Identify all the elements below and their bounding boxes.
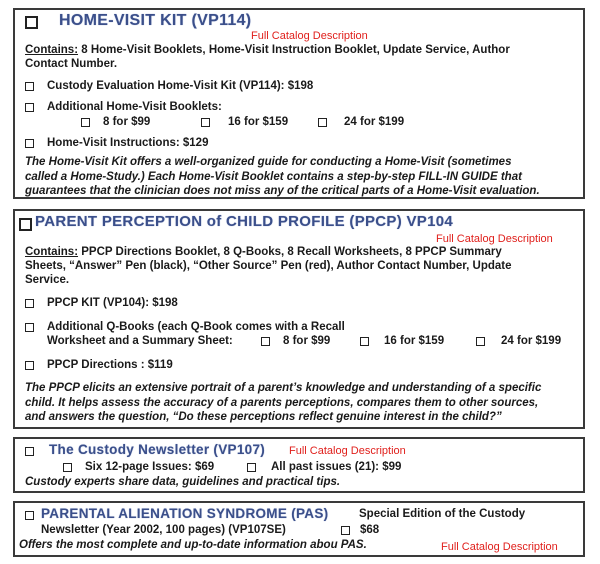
checkbox-additional-booklets[interactable] <box>25 103 34 112</box>
newsletter-edition-line: Newsletter (Year 2002, 100 pages) (VP107SE) <box>41 524 286 536</box>
section-subtitle: Special Edition of the Custody <box>359 508 526 520</box>
checkbox-ppcp-kit[interactable] <box>25 299 34 308</box>
item-additional-qbooks: Additional Q-Books (each Q-Book comes with a Recall <box>47 321 345 333</box>
checkbox-option-8[interactable] <box>81 118 90 127</box>
option-24: 24 for $199 <box>501 335 562 347</box>
home-visit-kit-section <box>13 8 585 199</box>
checkbox-home-visit-kit-item[interactable] <box>25 82 34 91</box>
checkbox-option-8[interactable] <box>261 337 270 346</box>
contains-line-3: Service. <box>25 274 70 286</box>
option-six-issues: Six 12-page Issues: $69 <box>85 461 215 473</box>
checkbox-home-visit-kit[interactable] <box>25 16 38 29</box>
checkbox-newsletter[interactable] <box>25 447 34 456</box>
checkbox-pas-price[interactable] <box>341 526 350 535</box>
checkbox-additional-qbooks[interactable] <box>25 323 34 332</box>
checkbox-ppcp-directions[interactable] <box>25 361 34 370</box>
description: Custody experts share data, guidelines and practical tips. <box>25 476 341 488</box>
description-line-2: child. It helps assess the accuracy of a parents perceptions, compares them to other sources, <box>25 396 539 409</box>
pas-section <box>13 501 585 557</box>
description-line-1: The PPCP elicits an extensive portrait of a parent’s knowledge and understanding of a specific <box>25 382 542 394</box>
item-ppcp-kit: PPCP KIT (VP104): $198 <box>47 297 178 309</box>
item-ppcp-directions: PPCP Directions : $119 <box>47 359 173 371</box>
checkbox-six-issues[interactable] <box>63 463 72 472</box>
description-line-1: The Home-Visit Kit offers a well-organized guide for conducting a Home-Visit (sometimes <box>25 156 512 168</box>
section-title: PARENTAL ALIENATION SYNDROME (PAS) <box>41 506 329 521</box>
section-title: PARENT PERCEPTION of CHILD PROFILE (PPCP) VP104 <box>35 213 454 230</box>
option-16: 16 for $159 <box>384 335 445 347</box>
checkbox-past-issues[interactable] <box>247 463 256 472</box>
description-line-3: guarantees that the clinician does not miss any of the critical parts of a Home-Visit evaluation. <box>25 185 540 197</box>
section-title: The Custody Newsletter (VP107) <box>49 442 266 457</box>
catalog-link-ppcp[interactable]: Full Catalog Description <box>436 233 553 245</box>
contains-line: Contains: PPCP Directions Booklet, 8 Q-Books, 8 Recall Worksheets, 8 PPCP Summary <box>25 246 502 258</box>
option-past-issues: All past issues (21): $99 <box>271 461 402 473</box>
option-8: 8 for $99 <box>103 116 151 128</box>
checkbox-option-16[interactable] <box>201 118 210 127</box>
item-custody-kit: Custody Evaluation Home-Visit Kit (VP114): $198 <box>47 80 314 92</box>
contains-line: Contains: 8 Home-Visit Booklets, Home-Visit Instruction Booklet, Update Service, Author <box>25 44 510 56</box>
description-line-3: and answers the question, “Do these perceptions reflect genuine interest in the child?” <box>25 411 502 423</box>
custody-newsletter-section <box>13 437 585 493</box>
item-instructions: Home-Visit Instructions: $129 <box>47 137 209 149</box>
description-line-2: called a Home-Study.) Each Home-Visit Booklet contains a step-by-step FILL-IN GUIDE that <box>25 170 522 183</box>
contains-line-2: Contact Number. <box>25 58 118 70</box>
checkbox-instructions[interactable] <box>25 139 34 148</box>
checkbox-pas[interactable] <box>25 511 34 520</box>
section-title: HOME-VISIT KIT (VP114) <box>59 12 252 29</box>
option-16: 16 for $159 <box>228 116 289 128</box>
catalog-link-newsletter[interactable]: Full Catalog Description <box>289 445 406 457</box>
checkbox-option-16[interactable] <box>360 337 369 346</box>
ppcp-section <box>13 209 585 429</box>
catalog-link-home-visit[interactable]: Full Catalog Description <box>251 30 368 42</box>
description: Offers the most complete and up-to-date information abou PAS. <box>19 539 367 551</box>
price: $68 <box>360 524 380 536</box>
item-additional-qbooks-2: Worksheet and a Summary Sheet: <box>47 335 233 347</box>
catalog-link-pas[interactable]: Full Catalog Description <box>441 541 558 553</box>
checkbox-option-24[interactable] <box>476 337 485 346</box>
contains-line-2: Sheets, “Answer” Pen (black), “Other Source” Pen (red), Author Contact Number, Update <box>25 260 512 272</box>
checkbox-option-24[interactable] <box>318 118 327 127</box>
option-24: 24 for $199 <box>344 116 405 128</box>
checkbox-ppcp[interactable] <box>19 218 32 231</box>
option-8: 8 for $99 <box>283 335 331 347</box>
item-additional-booklets: Additional Home-Visit Booklets: <box>47 101 222 113</box>
